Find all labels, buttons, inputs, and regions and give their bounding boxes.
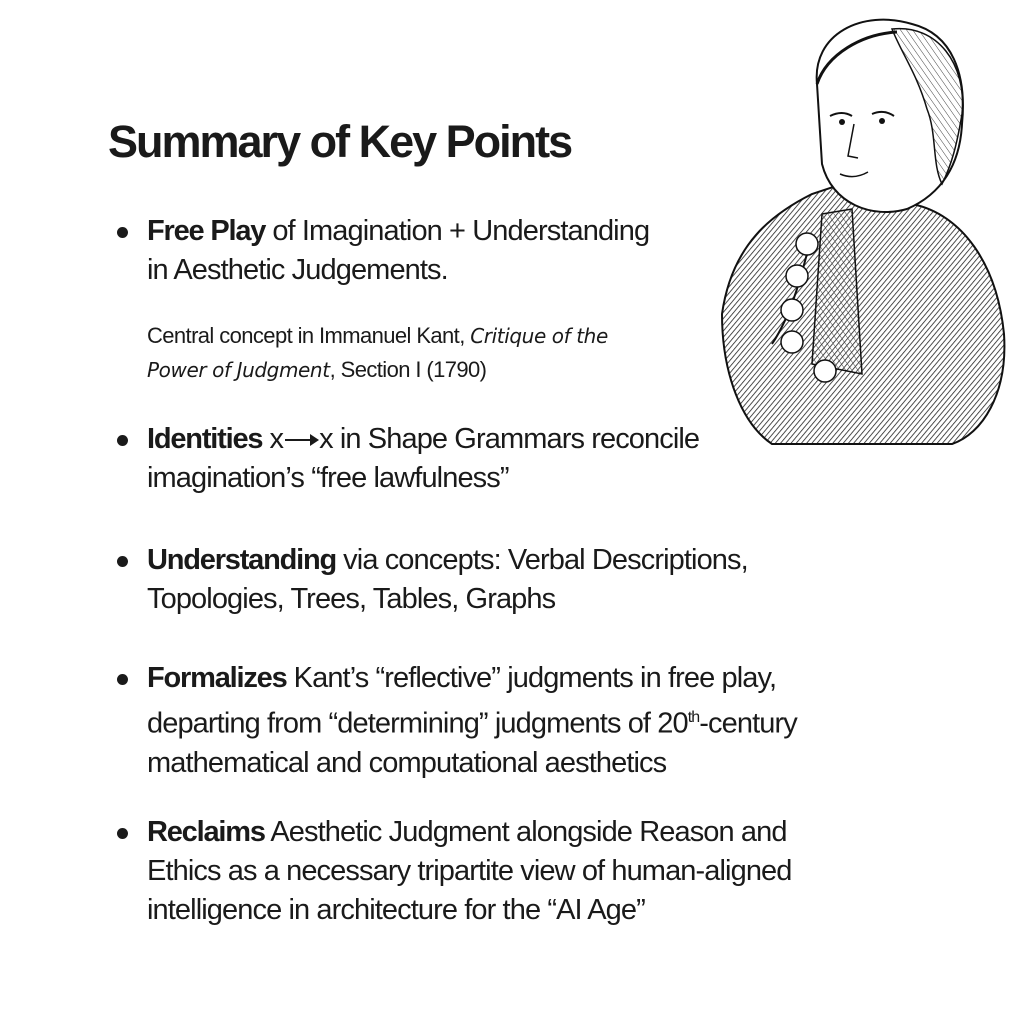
bullet-keyword: Understanding xyxy=(147,544,337,576)
bullet-free-play xyxy=(147,212,947,290)
bullet-text: Topologies, Trees, Tables, Graphs xyxy=(147,583,556,615)
bullet-keyword: Formalizes xyxy=(147,662,287,694)
bullet-text: via concepts: Verbal Descriptions, xyxy=(336,544,748,576)
bullet-icon xyxy=(117,828,128,839)
bullet-text: departing from “determining” judgments of 20 xyxy=(147,707,688,740)
math-symbol: x xyxy=(319,423,333,455)
bullet-reclaims xyxy=(147,813,947,930)
source-caption xyxy=(147,319,608,387)
bullet-keyword: Identities xyxy=(147,423,263,455)
page-title: Summary of Key Points xyxy=(108,116,572,167)
bullet-text: -century xyxy=(699,707,797,740)
bullet-text: Kant’s “reflective” judgments in free play, xyxy=(286,662,777,694)
bullet-text: in Aesthetic Judgements. xyxy=(147,254,448,286)
caption-text: Central concept in Immanuel Kant, xyxy=(147,323,471,348)
bullet-text: of Imagination + Understanding xyxy=(265,215,650,247)
bullet-text: intelligence in architecture for the “AI Age” xyxy=(147,894,645,926)
bullet-text: imagination’s “free lawfulness” xyxy=(147,462,509,494)
bullet-identities xyxy=(147,420,947,498)
math-symbol: x xyxy=(269,423,284,455)
bullet-icon xyxy=(117,227,128,238)
bullet-text: Aesthetic Judgment alongside Reason and xyxy=(264,816,787,848)
right-arrow-icon xyxy=(285,439,317,441)
bullet-formalizes xyxy=(147,659,947,783)
book-title: Critique of the xyxy=(470,324,608,348)
bullet-text: in Shape Grammars reconcile xyxy=(332,423,700,455)
bullet-keyword: Free Play xyxy=(147,215,266,247)
bullet-icon xyxy=(117,556,128,567)
bullet-icon xyxy=(117,674,128,685)
caption-text: , Section I (1790) xyxy=(329,357,487,382)
bullet-understanding xyxy=(147,541,947,619)
book-title: Power of Judgment xyxy=(147,358,330,382)
bullet-text: mathematical and computational aesthetics xyxy=(147,746,667,779)
bullet-icon xyxy=(117,435,128,446)
bullet-keyword: Reclaims xyxy=(147,816,265,848)
superscript: th xyxy=(687,709,700,726)
bullet-text: Ethics as a necessary tripartite view of human-aligned xyxy=(147,855,792,887)
